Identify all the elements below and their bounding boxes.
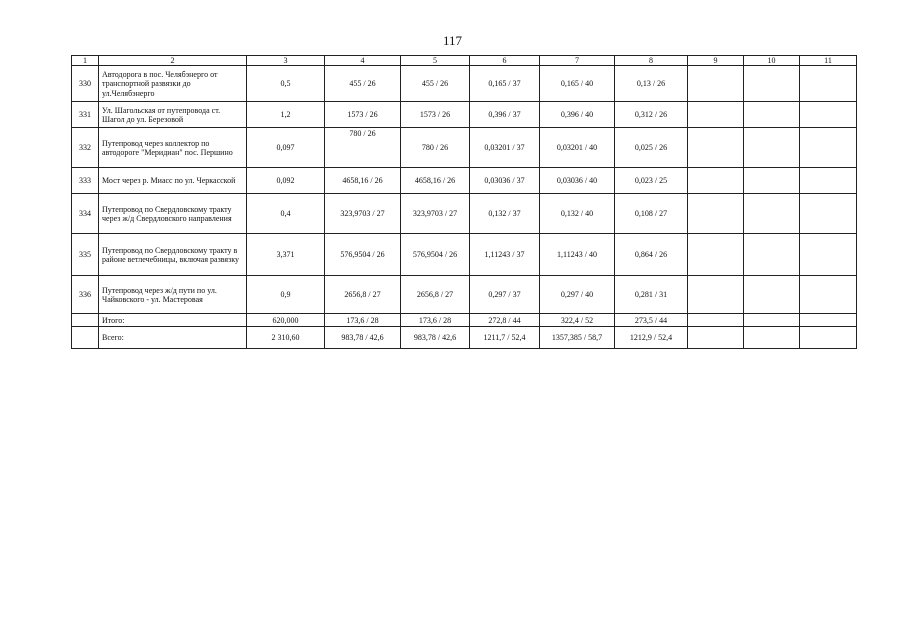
row-number: 331 xyxy=(72,102,99,128)
cell-col4: 2656,8 / 27 xyxy=(325,276,401,314)
row-number xyxy=(72,314,99,327)
object-name: Автодорога в пос. Челябэнерго от транспортной развязки до ул.Челябэнерго xyxy=(99,66,247,102)
cell-col11 xyxy=(800,102,857,128)
cell-col9 xyxy=(688,102,744,128)
cell-col4: 173,6 / 28 xyxy=(325,314,401,327)
cell-col3: 620,000 xyxy=(247,314,325,327)
total-label: Всего: xyxy=(99,327,247,349)
cell-col6: 0,396 / 37 xyxy=(470,102,540,128)
cell-col7: 1,11243 / 40 xyxy=(540,234,615,276)
subtotal-label: Итого: xyxy=(99,314,247,327)
table-row xyxy=(72,66,857,102)
subtotal-row xyxy=(72,314,857,327)
cell-col5: 780 / 26 xyxy=(401,128,470,168)
cell-col9 xyxy=(688,234,744,276)
cell-col4: 780 / 26 xyxy=(325,128,401,168)
cell-col10 xyxy=(744,314,800,327)
cell-col5: 173,6 / 28 xyxy=(401,314,470,327)
table-row xyxy=(72,194,857,234)
cell-col7: 0,132 / 40 xyxy=(540,194,615,234)
cell-col9 xyxy=(688,276,744,314)
object-name: Путепровод по Свердловскому тракту через ж/д Свердловского направления xyxy=(99,194,247,234)
header-cell: 3 xyxy=(247,56,325,66)
cell-col4: 455 / 26 xyxy=(325,66,401,102)
cell-col3: 3,371 xyxy=(247,234,325,276)
header-cell: 5 xyxy=(401,56,470,66)
page-number: 117 xyxy=(442,33,463,48)
cell-col5: 2656,8 / 27 xyxy=(401,276,470,314)
cell-col9 xyxy=(688,314,744,327)
row-number: 332 xyxy=(72,128,99,168)
cell-col3: 2 310,60 xyxy=(247,327,325,349)
cell-col11 xyxy=(800,66,857,102)
cell-col6: 1,11243 / 37 xyxy=(470,234,540,276)
cell-col8: 0,13 / 26 xyxy=(615,66,688,102)
cell-col11 xyxy=(800,234,857,276)
header-cell: 6 xyxy=(470,56,540,66)
table-row xyxy=(72,168,857,194)
cell-col11 xyxy=(800,128,857,168)
row-number: 336 xyxy=(72,276,99,314)
cell-col6: 0,165 / 37 xyxy=(470,66,540,102)
cell-col7: 0,03036 / 40 xyxy=(540,168,615,194)
cell-col3: 1,2 xyxy=(247,102,325,128)
cell-col11 xyxy=(800,327,857,349)
cell-col10 xyxy=(744,66,800,102)
cell-col7: 0,396 / 40 xyxy=(540,102,615,128)
row-number: 335 xyxy=(72,234,99,276)
cell-col10 xyxy=(744,168,800,194)
cell-col8: 0,023 / 25 xyxy=(615,168,688,194)
cell-col4: 983,78 / 42,6 xyxy=(325,327,401,349)
cell-col3: 0,4 xyxy=(247,194,325,234)
header-cell: 4 xyxy=(325,56,401,66)
total-row xyxy=(72,327,857,349)
cell-col9 xyxy=(688,327,744,349)
cell-col10 xyxy=(744,327,800,349)
cell-col5: 983,78 / 42,6 xyxy=(401,327,470,349)
cell-col7: 0,165 / 40 xyxy=(540,66,615,102)
cell-col4: 576,9504 / 26 xyxy=(325,234,401,276)
data-table xyxy=(71,55,857,349)
cell-col11 xyxy=(800,276,857,314)
cell-col5: 4658,16 / 26 xyxy=(401,168,470,194)
cell-col5: 1573 / 26 xyxy=(401,102,470,128)
object-name: Ул. Шагольская от путепровода ст. Шагол до ул. Березовой xyxy=(99,102,247,128)
cell-col8: 0,312 / 26 xyxy=(615,102,688,128)
cell-col11 xyxy=(800,314,857,327)
cell-col6: 0,03036 / 37 xyxy=(470,168,540,194)
cell-col10 xyxy=(744,194,800,234)
cell-col6: 272,8 / 44 xyxy=(470,314,540,327)
cell-col5: 323,9703 / 27 xyxy=(401,194,470,234)
cell-col3: 0,097 xyxy=(247,128,325,168)
cell-col8: 0,864 / 26 xyxy=(615,234,688,276)
cell-col7: 1357,385 / 58,7 xyxy=(540,327,615,349)
cell-col8: 1212,9 / 52,4 xyxy=(615,327,688,349)
table-row xyxy=(72,276,857,314)
cell-col8: 0,025 / 26 xyxy=(615,128,688,168)
cell-col4: 323,9703 / 27 xyxy=(325,194,401,234)
cell-col11 xyxy=(800,168,857,194)
header-cell: 1 xyxy=(72,56,99,66)
table-row xyxy=(72,102,857,128)
header-cell: 2 xyxy=(99,56,247,66)
object-name: Путепровод по Свердловскому тракту в районе ветлечебницы, включая развязку xyxy=(99,234,247,276)
cell-col3: 0,9 xyxy=(247,276,325,314)
header-row xyxy=(72,56,857,66)
cell-col7: 322,4 / 52 xyxy=(540,314,615,327)
object-name: Путепровод через коллектор по автодороге "Меридиан" пос. Першино xyxy=(99,128,247,168)
object-name: Путепровод через ж/д пути по ул. Чайковского - ул. Мастеровая xyxy=(99,276,247,314)
object-name: Мост через р. Миасс по ул. Черкасской xyxy=(99,168,247,194)
table-row xyxy=(72,234,857,276)
table-row xyxy=(72,128,857,168)
cell-col11 xyxy=(800,194,857,234)
row-number xyxy=(72,327,99,349)
row-number: 334 xyxy=(72,194,99,234)
cell-col3: 0,5 xyxy=(247,66,325,102)
cell-col8: 0,281 / 31 xyxy=(615,276,688,314)
cell-col3: 0,092 xyxy=(247,168,325,194)
cell-col4: 1573 / 26 xyxy=(325,102,401,128)
cell-col9 xyxy=(688,168,744,194)
cell-col8: 273,5 / 44 xyxy=(615,314,688,327)
cell-col8: 0,108 / 27 xyxy=(615,194,688,234)
row-number: 330 xyxy=(72,66,99,102)
cell-col9 xyxy=(688,66,744,102)
header-cell: 11 xyxy=(800,56,857,66)
cell-col4: 4658,16 / 26 xyxy=(325,168,401,194)
header-cell: 7 xyxy=(540,56,615,66)
cell-col10 xyxy=(744,128,800,168)
cell-col6: 1211,7 / 52,4 xyxy=(470,327,540,349)
cell-col9 xyxy=(688,194,744,234)
header-cell: 10 xyxy=(744,56,800,66)
cell-col9 xyxy=(688,128,744,168)
cell-col7: 0,03201 / 40 xyxy=(540,128,615,168)
cell-col7: 0,297 / 40 xyxy=(540,276,615,314)
cell-col10 xyxy=(744,276,800,314)
cell-col5: 455 / 26 xyxy=(401,66,470,102)
cell-col10 xyxy=(744,102,800,128)
cell-col6: 0,03201 / 37 xyxy=(470,128,540,168)
cell-col10 xyxy=(744,234,800,276)
cell-col6: 0,132 / 37 xyxy=(470,194,540,234)
cell-col6: 0,297 / 37 xyxy=(470,276,540,314)
header-cell: 8 xyxy=(615,56,688,66)
row-number: 333 xyxy=(72,168,99,194)
cell-col5: 576,9504 / 26 xyxy=(401,234,470,276)
header-cell: 9 xyxy=(688,56,744,66)
